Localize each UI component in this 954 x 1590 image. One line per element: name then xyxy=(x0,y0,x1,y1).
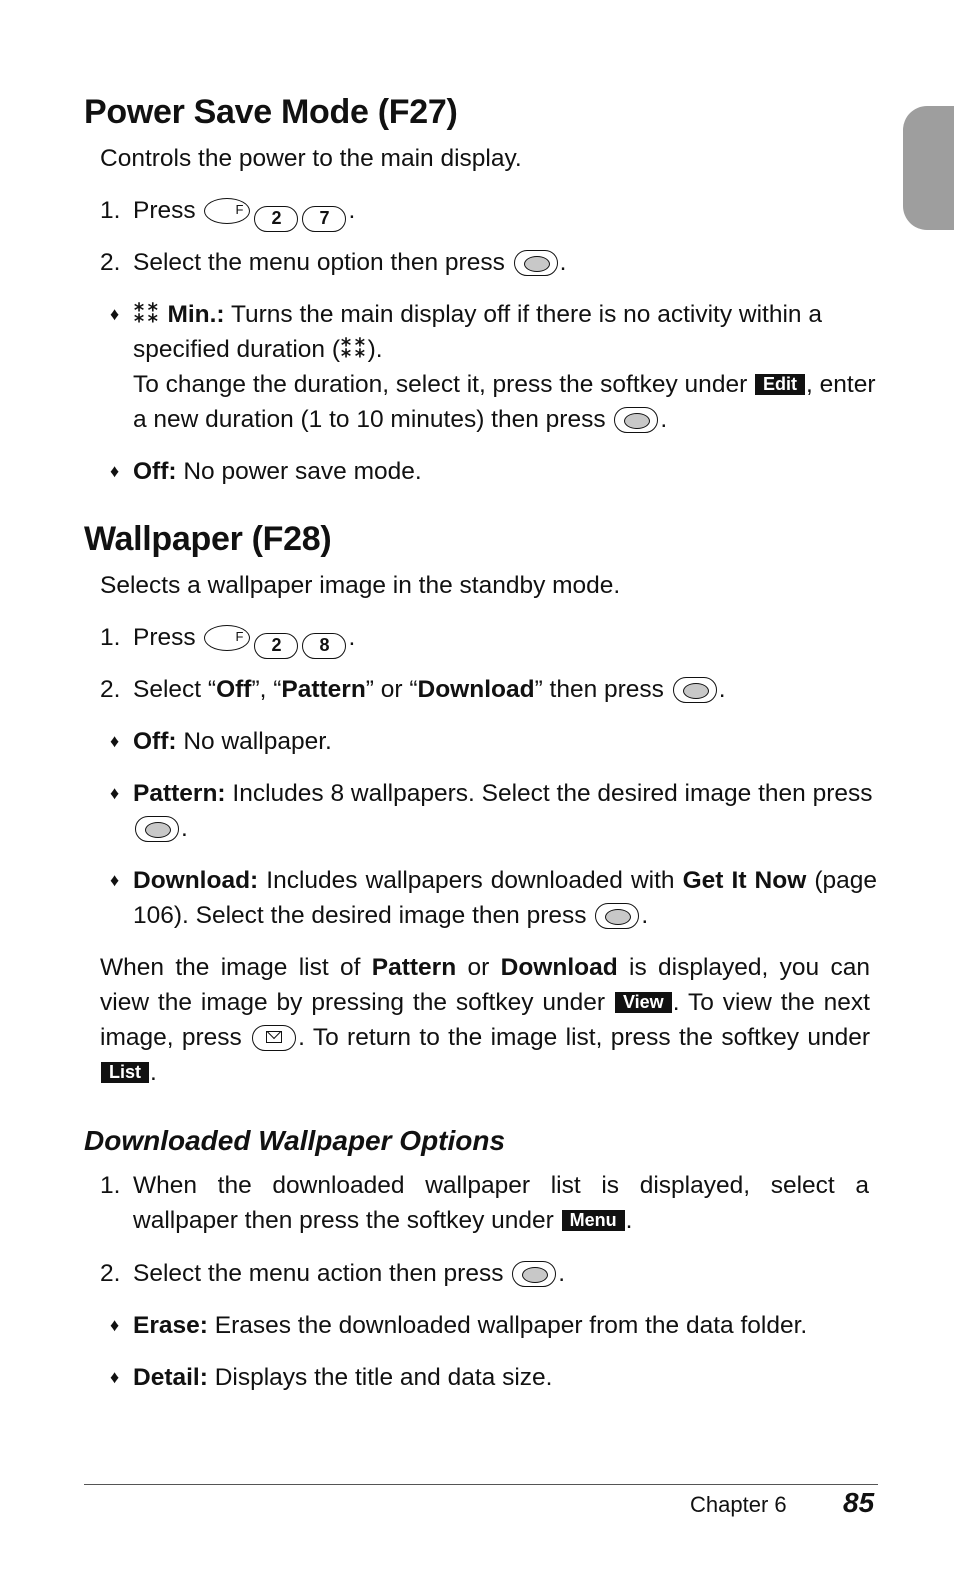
diamond-bullet-icon: ♦ xyxy=(110,1367,120,1387)
step-number: 2. xyxy=(100,676,121,703)
softkey-edit-label: Edit xyxy=(755,374,805,395)
footer-chapter: Chapter 6 xyxy=(690,1492,787,1517)
f-key-icon xyxy=(204,198,250,224)
section-title-power-save: Power Save Mode (F27) xyxy=(84,93,458,131)
bullet-label: Erase: xyxy=(133,1312,208,1339)
wallpaper-bullet-off xyxy=(110,724,877,759)
digit-key-icon: 7 xyxy=(302,206,346,232)
power-save-bullet-off xyxy=(110,454,877,489)
punctuation: . xyxy=(641,902,649,929)
softkey-list-label: List xyxy=(101,1062,149,1083)
note-text: When the image list of xyxy=(100,954,361,981)
step-number: 1. xyxy=(100,1172,121,1199)
downloaded-bullet-detail xyxy=(110,1360,877,1395)
note-bold-pattern: Pattern xyxy=(371,954,457,981)
bullet-label: Off: xyxy=(133,728,177,755)
mail-key-icon xyxy=(252,1025,296,1051)
step-text: ” or “ xyxy=(365,676,418,703)
option-download: Download xyxy=(417,676,535,703)
softkey-menu-label: Menu xyxy=(562,1210,625,1231)
bullet-text: To change the duration, select it, press the softkey under xyxy=(133,371,748,398)
f-key-icon xyxy=(204,625,250,651)
diamond-bullet-icon: ♦ xyxy=(110,731,120,751)
downloaded-step-1 xyxy=(100,1168,869,1238)
wallpaper-bullet-download xyxy=(110,863,877,933)
stars-symbol: ⁑⁑ xyxy=(340,336,368,363)
punctuation: . xyxy=(660,406,668,433)
digit-key-icon: 2 xyxy=(254,633,298,659)
bullet-text: No wallpaper. xyxy=(183,728,332,755)
get-it-now-label: Get It Now xyxy=(682,867,807,894)
bullet-label: Pattern: xyxy=(133,780,226,807)
digit-key-icon: 2 xyxy=(254,206,298,232)
step-text: Press xyxy=(133,624,196,651)
note-text: or xyxy=(467,954,490,981)
page-number: 85 xyxy=(843,1487,875,1518)
bullet-text: No power save mode. xyxy=(183,458,422,485)
step-text: ”, “ xyxy=(251,676,282,703)
bullet-label: Min.: xyxy=(167,301,225,328)
bullet-text: Displays the title and data size. xyxy=(214,1364,553,1391)
wallpaper-step-2 xyxy=(100,672,869,707)
diamond-bullet-icon: ♦ xyxy=(110,461,120,481)
note-text: . To view the next image, press xyxy=(100,989,870,1051)
ok-key-icon xyxy=(135,816,179,842)
bullet-text: (page 106). Select the desired image then press xyxy=(133,867,877,929)
step-number: 1. xyxy=(100,197,121,224)
bullet-text: Erases the downloaded wallpaper from the data folder. xyxy=(214,1312,808,1339)
diamond-bullet-icon: ♦ xyxy=(110,783,120,803)
punctuation: . xyxy=(558,1260,566,1287)
wallpaper-note xyxy=(100,950,870,1090)
f-key-glyph: F xyxy=(235,202,244,217)
bullet-text: Includes wallpapers downloaded with xyxy=(266,867,675,894)
note-bold-download: Download xyxy=(500,954,618,981)
punctuation: . xyxy=(625,1207,633,1234)
power-save-intro: Controls the power to the main display. xyxy=(100,145,522,172)
step-text: Select the menu option then press xyxy=(133,249,505,276)
step-text: When the downloaded wallpaper list is displayed, select a wallpaper then press the softkey under xyxy=(133,1172,869,1234)
bullet-text: Includes 8 wallpapers. Select the desired image then press xyxy=(232,780,873,807)
downloaded-step-2 xyxy=(100,1256,869,1291)
power-save-bullet-min xyxy=(110,297,877,437)
step-number: 2. xyxy=(100,249,121,276)
power-save-step-1 xyxy=(100,193,869,232)
digit-key-icon: 8 xyxy=(302,633,346,659)
ok-key-icon xyxy=(614,407,658,433)
bullet-text: , enter a new duration (1 to 10 minutes) then press xyxy=(133,371,876,433)
diamond-bullet-icon: ♦ xyxy=(110,304,120,324)
bullet-label: Off: xyxy=(133,458,177,485)
power-save-step-2 xyxy=(100,245,869,280)
bullet-text: ). xyxy=(367,336,383,363)
wallpaper-bullet-pattern xyxy=(110,776,877,846)
diamond-bullet-icon: ♦ xyxy=(110,1315,120,1335)
bullet-label: Download: xyxy=(133,867,259,894)
downloaded-bullet-erase xyxy=(110,1308,877,1343)
footer-rule xyxy=(84,1484,878,1485)
ok-key-icon xyxy=(595,903,639,929)
option-off: Off xyxy=(216,676,252,703)
option-pattern: Pattern xyxy=(281,676,366,703)
diamond-bullet-icon: ♦ xyxy=(110,870,120,890)
step-number: 1. xyxy=(100,624,121,651)
punctuation: . xyxy=(559,249,567,276)
section-title-wallpaper: Wallpaper (F28) xyxy=(84,520,332,558)
punctuation: . xyxy=(181,815,188,842)
punctuation: . xyxy=(348,197,356,224)
bullet-label: Detail: xyxy=(133,1364,208,1391)
subsection-title-downloaded: Downloaded Wallpaper Options xyxy=(84,1125,506,1156)
ok-key-icon xyxy=(514,250,558,276)
step-text: Press xyxy=(133,197,196,224)
softkey-view-label: View xyxy=(615,992,672,1013)
ok-key-icon xyxy=(512,1261,556,1287)
punctuation: . xyxy=(718,676,726,703)
wallpaper-intro: Selects a wallpaper image in the standby mode. xyxy=(100,572,621,599)
step-text: ” then press xyxy=(534,676,664,703)
punctuation: . xyxy=(150,1059,157,1086)
bullet-text: Turns the main display off if there is no activity within a specified duration ( xyxy=(133,301,822,363)
step-number: 2. xyxy=(100,1260,121,1287)
note-text: . To return to the image list, press the softkey under xyxy=(298,1024,870,1051)
f-key-glyph: F xyxy=(235,629,244,644)
note-text: is displayed, you can view the image by pressing the softkey under xyxy=(100,954,870,1016)
step-text: Select “ xyxy=(133,676,217,703)
ok-key-icon xyxy=(673,677,717,703)
step-text: Select the menu action then press xyxy=(133,1260,504,1287)
wallpaper-step-1 xyxy=(100,620,869,659)
punctuation: . xyxy=(348,624,356,651)
stars-symbol: ⁑⁑ xyxy=(133,301,161,328)
